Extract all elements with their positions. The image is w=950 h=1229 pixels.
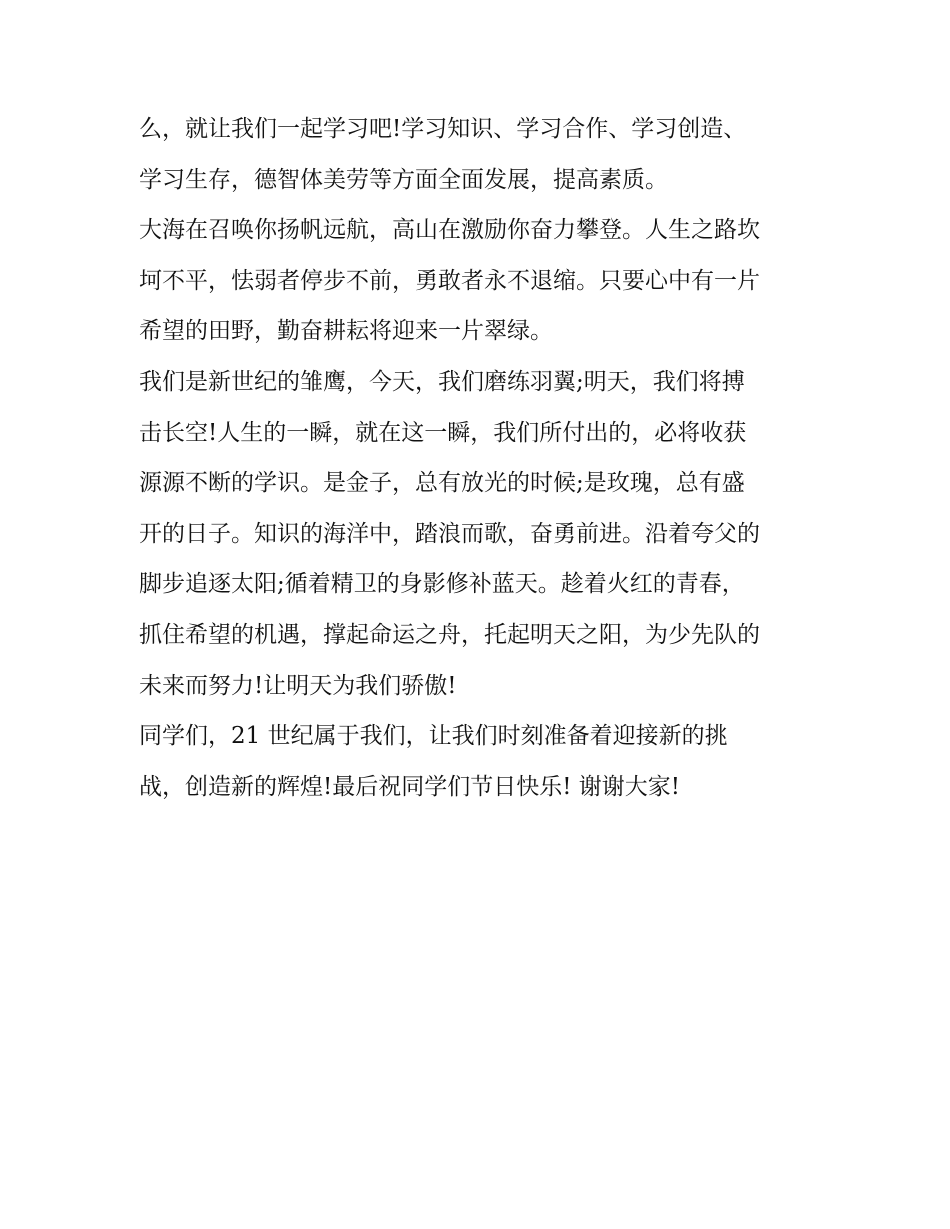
text-line: 我们是新世纪的雏鹰，今天，我们磨练羽翼;明天，我们将搏 [139,368,745,395]
text-line: 希望的田野，勤奋耕耘将迎来一片翠绿。 [139,318,553,345]
text-line: 同学们，21 世纪属于我们，让我们时刻准备着迎接新的挑 [139,723,728,750]
text-line: 坷不平，怯弱者停步不前，勇敢者永不退缩。只要心中有一片 [139,267,760,294]
text-line: 大海在召唤你扬帆远航，高山在激励你奋力攀登。人生之路坎 [139,217,760,244]
text-line: 战，创造新的辉煌!最后祝同学们节日快乐! 谢谢大家! [139,773,681,800]
text-line: 击长空!人生的一瞬，就在这一瞬，我们所付出的，必将收获 [139,419,747,446]
text-line: 学习生存，德智体美劳等方面全面发展，提高素质。 [139,166,668,193]
text-line: 脚步追逐太阳;循着精卫的身影修补蓝天。趁着火红的青春， [139,571,745,598]
text-line: 源源不断的学识。是金子，总有放光的时候;是玫瑰，总有盛 [139,470,745,497]
document-body [139,104,819,812]
text-line: 未来而努力!让明天为我们骄傲! [139,672,457,699]
text-line: 抓住希望的机遇，撑起命运之舟，托起明天之阳，为少先队的 [139,621,760,648]
text-line: 开的日子。知识的海洋中，踏浪而歌，奋勇前进。沿着夸父的 [139,520,760,547]
text-line: 么，就让我们一起学习吧!学习知识、学习合作、学习创造、 [139,116,747,142]
